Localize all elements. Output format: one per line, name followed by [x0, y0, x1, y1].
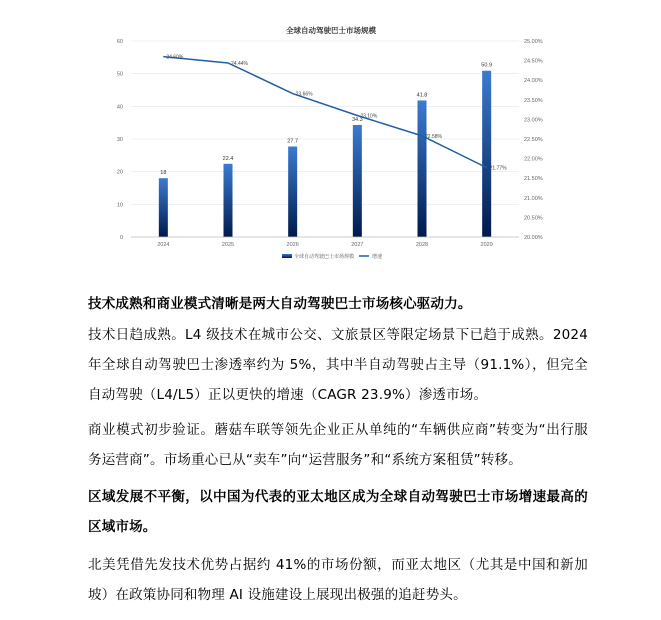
- legend-bar-swatch: [282, 254, 292, 258]
- x-tick-label: 2024: [157, 242, 170, 248]
- y-axis-left: [117, 39, 123, 241]
- heading-drivers: 技术成熟和商业模式清晰是两大自动驾驶巴士市场核心驱动力。: [88, 296, 472, 312]
- x-tick-label: 2026: [286, 242, 299, 248]
- bar: [288, 147, 297, 237]
- y-left-tick-label: 0: [119, 235, 123, 241]
- line-value-label: 21.77%: [489, 165, 507, 172]
- y-right-tick-label: 24.00%: [524, 78, 543, 85]
- chart-title: 全球自动驾驶巴士市场规模: [286, 26, 376, 35]
- bar: [482, 71, 491, 237]
- y-right-tick-label: 25.00%: [524, 39, 543, 45]
- y-right-tick-label: 21.00%: [524, 195, 543, 202]
- bar: [353, 125, 362, 237]
- bar-value-label: 41.8: [416, 92, 428, 99]
- y-left-tick-label: 40: [116, 104, 123, 111]
- bar: [418, 100, 427, 237]
- line-value-label: 22.58%: [425, 133, 442, 140]
- legend: [282, 253, 382, 260]
- y-right-tick-label: 20.50%: [524, 215, 543, 222]
- y-right-tick-label: 21.50%: [524, 176, 543, 183]
- y-left-tick-label: 20: [116, 169, 123, 176]
- y-right-tick-label: 20.00%: [524, 235, 543, 241]
- x-axis: [131, 237, 519, 248]
- bar-value-label: 18: [160, 170, 167, 177]
- line-value-label: 24.44%: [231, 60, 248, 67]
- heading-regional: 区域发展不平衡，以中国为代表的亚太地区成为全球自动驾驶巴士市场增速最高的区域市场。: [88, 489, 588, 535]
- legend-bar-label: 全球自动驾驶巴士市场规模: [294, 254, 355, 260]
- line-value-label: 24.60%: [166, 54, 184, 61]
- paragraph-business: 商业模式初步验证。蘑菇车联等领先企业正从单纯的“车辆供应商”转变为“出行服务运营商”。市场重心已从“卖车”向“运营服务”和“系统方案租赁”转移。: [88, 422, 588, 468]
- line-value-label: 23.66%: [295, 91, 313, 98]
- bar-value-label: 50.9: [481, 62, 493, 69]
- y-right-tick-label: 22.00%: [524, 156, 543, 163]
- bar-value-label: 22.4: [222, 155, 234, 162]
- y-right-tick-label: 23.00%: [524, 117, 543, 124]
- y-left-tick-label: 60: [116, 39, 123, 45]
- bar: [159, 178, 168, 237]
- y-left-tick-label: 10: [116, 202, 123, 209]
- x-tick-label: 2025: [221, 242, 235, 248]
- bar-series: [159, 60, 493, 237]
- paragraph-north-america: 北美凭借先发技术优势占据约 41%的市场份额，而亚太地区（尤其是中国和新加坡）在政策协同和物理 AI 设施建设上展现出极强的追赶势头。: [88, 557, 588, 603]
- bar: [224, 164, 233, 237]
- y-axis-right: [524, 39, 543, 241]
- y-right-tick-label: 22.50%: [524, 137, 543, 143]
- y-left-tick-label: 50: [116, 71, 123, 78]
- x-tick-label: 2029: [480, 242, 493, 248]
- paragraph-tech: 技术日趋成熟。L4 级技术在城市公交、文旅景区等限定场景下已趋于成熟。2024 年全球自动驾驶巴士渗透率约为 5%，其中半自动驾驶占主导（91.1%），但完全自动驾驶（L4/L5）正以更快的增速（CAGR 23.9%）渗透市场。: [88, 327, 588, 403]
- y-right-tick-label: 23.50%: [524, 97, 543, 104]
- legend-line-label: 增速: [372, 254, 383, 260]
- y-left-tick-label: 30: [116, 137, 123, 143]
- bar-value-label: 27.7: [287, 138, 299, 145]
- line-series: [163, 55, 507, 172]
- x-tick-label: 2028: [415, 242, 429, 248]
- market-size-chart: [0, 0, 661, 275]
- gridlines: [131, 41, 519, 237]
- y-right-tick-label: 24.50%: [524, 58, 543, 65]
- bar-value-label: 34.3: [351, 116, 363, 123]
- line-value-label: 23.10%: [360, 113, 378, 120]
- x-tick-label: 2027: [351, 242, 364, 248]
- growth-line: [163, 54, 486, 168]
